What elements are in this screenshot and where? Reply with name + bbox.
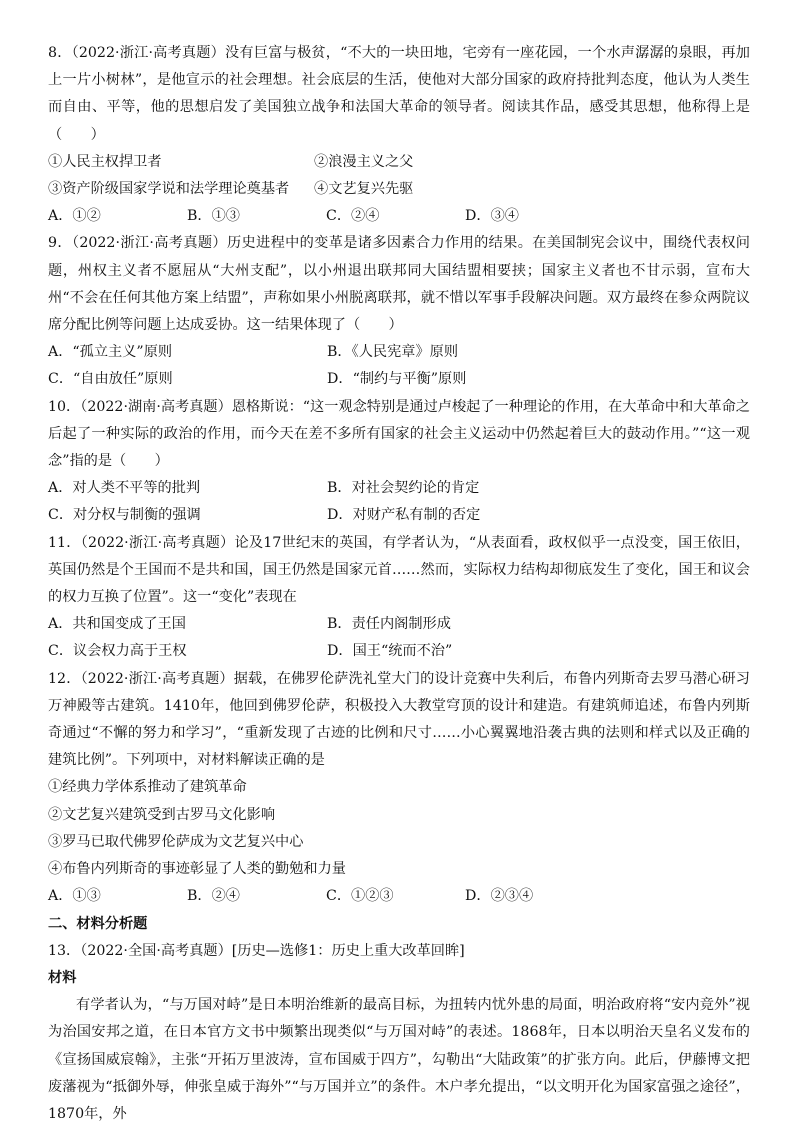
question-8-items-row-2 [48,176,750,203]
question-11-option-d[interactable]: D．国王“统而不治” [327,643,453,660]
question-9 [48,230,750,393]
question-10 [48,394,750,530]
question-11-option-b[interactable]: B．责任内阁制形成 [327,616,451,633]
material-text: 有学者认为，“与万国对峙”是日本明治维新的最高目标，为扭转内忧外患的局面，明治政府将“安内竞外”视为治国安邦之道，在日本官方文书中频繁出现类似“与万国对峙”的表述。1868年，日本以明治天皇名义发布的《宣扬国威宸翰》，主张“开拓万里波涛，宣布国威于四方”，勾勒出“大陆政策”的扩张方向。此后，伊藤博文把废藩视为“抵御外辱，伸张皇威于海外”“与万国并立”的条件。木户孝允提出，“以文明开化为国家富强之途径”，1870年，外 [48,997,750,1122]
question-8-options [48,203,750,230]
question-10-stem: 10．（2022·湖南·高考真题）恩格斯说：“这一观念特别是通过卢梭起了一种理论的作用，在大革命中和大革命之后起了一种实际的政治的作用，而今天在差不多所有国家的社会主义运动中仍然起着巨大的鼓动作用。”“这一观念”指的是（ ） [48,398,750,470]
question-9-stem: 9．（2022·浙江·高考真题）历史进程中的变革是诸多因素合力作用的结果。在美国制宪会议中，围绕代表权问题，州权主义者不愿屈从“大州支配”，以小州退出联邦同大国结盟相要挟；国家主义者也不甘示弱，宣布大州“不会在任何其他方案上结盟”，声称如果小州脱离联邦，就不惜以军事手段解决问题。双方最终在参众两院议席分配比例等问题上达成妥协。这一结果体现了（ ） [48,235,750,334]
question-11-option-a[interactable]: A．共和国变成了王国 [48,616,186,633]
section-heading: 二、材料分析题 [48,915,148,932]
question-8-option-c[interactable]: C．②④ [326,208,380,225]
question-12-option-a[interactable]: A．①③ [48,888,101,905]
question-13 [48,938,750,1128]
question-10-option-d[interactable]: D．对财产私有制的否定 [327,507,481,524]
question-8-option-d[interactable]: D．③④ [465,208,519,225]
question-12-item-3: ③罗马已取代佛罗伦萨成为文艺复兴中心 [48,833,304,850]
question-8-item-3: ③资产阶级国家学说和法学理论奠基者 [48,181,290,198]
question-8-stem: 8．（2022·浙江·高考真题）没有巨富与极贫，“不大的一块田地，宅旁有一座花园，一个水声潺潺的泉眼，再加上一片小树林”，是他宣示的社会理想。社会底层的生活，使他对大部分国家的政府持批判态度，他认为人类生而自由、平等，他的思想启发了美国独立战争和法国大革命的领导者。阅读其作品，感受其思想，他称得上是（ ） [48,45,750,143]
question-9-option-b[interactable]: B．《人民宪章》原则 [327,344,459,361]
question-12-option-b[interactable]: B．②④ [187,888,240,905]
question-12-options [48,883,750,910]
question-8 [48,40,750,230]
question-8-item-4: ④文艺复兴先驱 [314,181,414,198]
question-12-option-d[interactable]: D．②③④ [465,888,534,905]
question-13-stem: 13．（2022·全国·高考真题）[历史—选修1：历史上重大改革回眸] [48,942,465,959]
question-11-options-row-2 [48,638,750,665]
question-11-options-row-1 [48,611,750,638]
question-9-option-c[interactable]: C．“自由放任”原则 [48,371,173,388]
question-12-stem: 12．（2022·浙江·高考真题）据载，在佛罗伦萨洗礼堂大门的设计竞赛中失利后，布鲁内列斯奇去罗马潜心研习万神殿等古建筑。1410年，他回到佛罗伦萨，积极投入大教堂穹顶的设计和建造。有建筑师追述，布鲁内列斯奇通过“不懈的努力和学习”，“重新发现了古迹的比例和尺寸……小心翼翼地沿袭古典的法则和样式以及正确的建筑比例”。下列项中，对材料解读正确的是 [48,670,750,769]
question-12-item-2: ②文艺复兴建筑受到古罗马文化影响 [48,806,276,823]
question-10-option-c[interactable]: C．对分权与制衡的强调 [48,507,201,524]
question-10-options-row-2 [48,502,750,529]
question-10-options-row-1 [48,475,750,502]
question-12-item-1: ①经典力学体系推动了建筑革命 [48,779,247,796]
question-8-item-1: ①人民主权捍卫者 [48,153,162,170]
question-9-option-d[interactable]: D．“制约与平衡”原则 [327,371,467,388]
question-8-item-2: ②浪漫主义之父 [314,153,414,170]
question-12 [48,666,750,911]
question-9-options-row-2 [48,366,750,393]
question-9-option-a[interactable]: A．“孤立主义”原则 [48,344,173,361]
question-8-option-b[interactable]: B．①③ [187,208,240,225]
question-8-items-row-1 [48,149,750,176]
question-8-option-a[interactable]: A．①② [48,208,101,225]
exam-page [48,40,750,1128]
question-11 [48,530,750,666]
question-11-stem: 11．（2022·浙江·高考真题）论及17世纪末的英国，有学者认为，“从表面看，政权似乎一点没变，国王依旧，英国仍然是个王国而不是共和国，国王仍然是国家元首……然而，实际权力结构却彻底发生了变化，国王和议会的权力互换了位置”。这一“变化”表现在 [48,534,750,606]
question-12-item-4: ④布鲁内列斯奇的事迹彰显了人类的勤勉和力量 [48,861,346,878]
question-10-option-a[interactable]: A．对人类不平等的批判 [48,480,201,497]
question-9-options-row-1 [48,339,750,366]
question-11-option-c[interactable]: C．议会权力高于王权 [48,643,187,660]
material-label: 材料 [48,969,77,986]
question-10-option-b[interactable]: B．对社会契约论的肯定 [327,480,480,497]
question-12-option-c[interactable]: C．①②③ [326,888,394,905]
